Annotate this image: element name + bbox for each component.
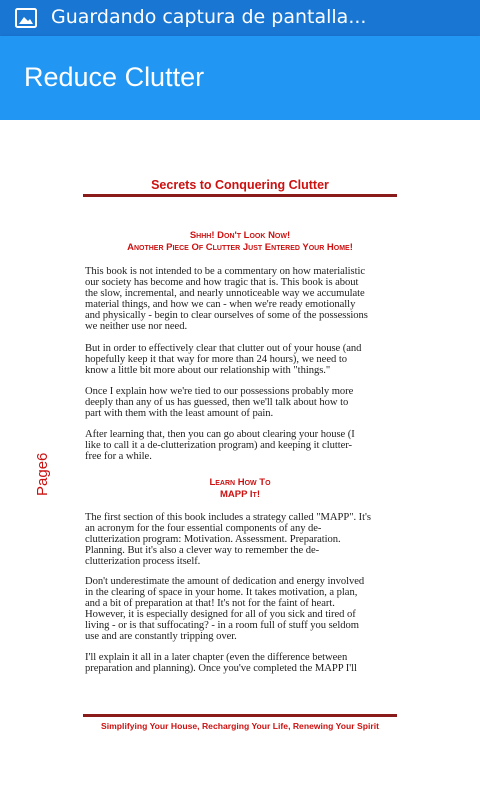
status-notification-text: Guardando captura de pantalla... <box>51 6 367 28</box>
text-line: the slow, incremental, and nearly unnoticeable way we accumulate <box>85 288 365 299</box>
paragraph <box>85 429 397 462</box>
status-bar <box>0 0 480 36</box>
paragraph <box>85 343 397 376</box>
text-line: and physically - begin to clear ourselves of some of the possessions <box>85 310 368 321</box>
paragraph <box>85 652 397 674</box>
text-line: Don't underestimate the amount of dedication and energy involved <box>85 576 365 587</box>
page-number-label: Page6 <box>34 452 51 496</box>
section-subheading <box>82 477 398 501</box>
paragraph <box>85 386 397 419</box>
text-line: we neither use nor need. <box>85 321 188 332</box>
text-line: free for a while. <box>85 451 152 462</box>
text-line: in the clearing of space in your home. It takes motivation, a plan, <box>85 587 358 598</box>
text-line: hopefully keep it that way for more than 24 hours), we need to <box>85 354 347 365</box>
image-icon <box>15 8 37 28</box>
text-line: This book is not intended to be a commentary on how materialistic <box>85 266 366 277</box>
text-line: preparation and planning). Once you've completed the MAPP I'll <box>85 663 357 674</box>
text-line: But in order to effectively clear that clutter out of your house (and <box>85 343 362 354</box>
text-line: However, it is especially designed for all of you sick and tired of <box>85 609 356 620</box>
text-line: like to call it a de-clutterization program) and keeping it clutter- <box>85 440 353 451</box>
paragraph <box>85 512 397 567</box>
text-line: an acronym for the four essential components of any de- <box>85 523 322 534</box>
text-line: material things, and how we can - when we're ready emotionally <box>85 299 356 310</box>
heading-divider <box>83 194 397 197</box>
text-line: deeply than any of us has guessed, then we'll talk about how to <box>85 397 349 408</box>
text-line: After learning that, then you can go about clearing your house (I <box>85 429 355 440</box>
subheading-line-1: Learn How To <box>209 477 271 488</box>
document-footer: Simplifying Your House, Recharging Your Life, Renewing Your Spirit <box>101 721 379 731</box>
text-line: living - or is that suffocating? - in a room full of stuff you seldom <box>85 620 359 631</box>
text-line: clutterization process itself. <box>85 556 201 567</box>
text-line: use and are constantly tripping over. <box>85 631 237 642</box>
paragraph <box>85 266 397 332</box>
subheading-line-2: Another Piece Of Clutter Just Entered Your Home! <box>127 242 353 253</box>
text-line: Planning. But it's also a clever way to remember the de- <box>85 545 320 556</box>
footer-divider <box>83 714 397 717</box>
subheading-line-1: Shhh! Don't Look Now! <box>189 230 291 241</box>
text-line: know a little bit more about our relationship with "things." <box>85 365 331 376</box>
section-subheading <box>82 230 398 254</box>
document-heading: Secrets to Conquering Clutter <box>151 178 329 192</box>
text-line: clutterization program: Motivation. Assessment. Preparation. <box>85 534 341 545</box>
paragraph <box>85 576 397 642</box>
text-line: Once I explain how we're tied to our possessions probably more <box>85 386 354 397</box>
app-title: Reduce Clutter <box>24 62 205 92</box>
text-line: I'll explain it all in a later chapter (even the difference between <box>85 652 348 663</box>
text-line: The first section of this book includes a strategy called "MAPP". It's <box>85 512 371 523</box>
app-bar <box>0 36 480 120</box>
text-line: our society has become and how tragic that is. This book is about <box>85 277 359 288</box>
text-line: and a bit of preparation at that! It's not for the faint of heart. <box>85 598 335 609</box>
subheading-line-2: MAPP It! <box>220 489 260 500</box>
text-line: part with them with the least amount of pain. <box>85 408 274 419</box>
